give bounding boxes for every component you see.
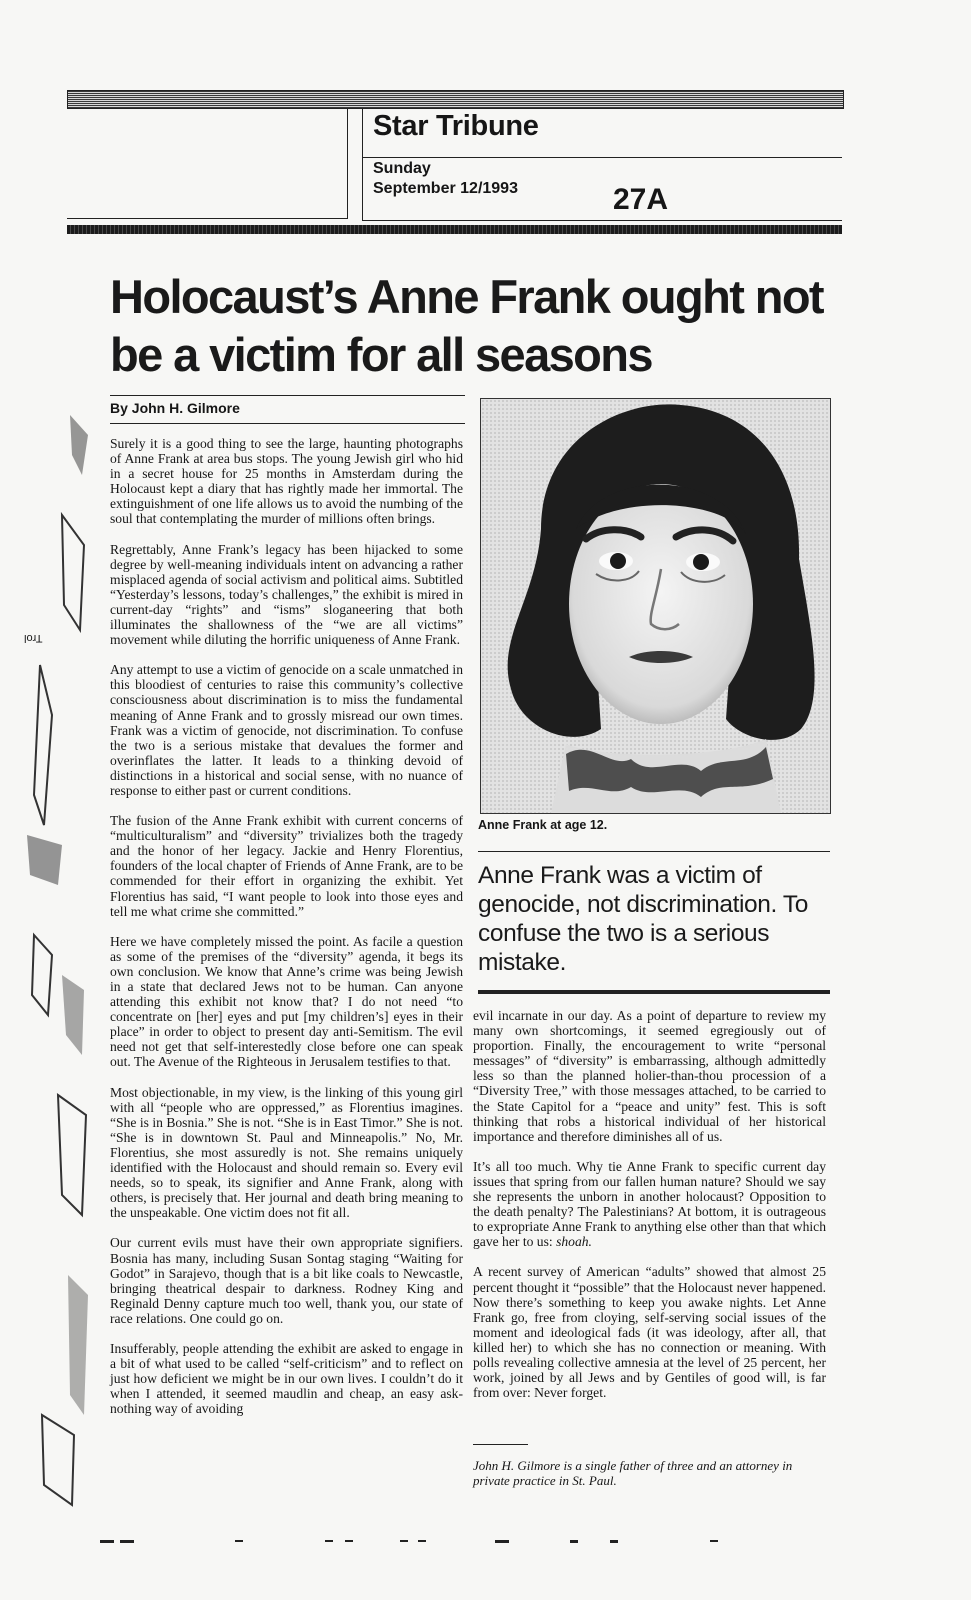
- pull-quote: Anne Frank was a victim of genocide, not discrimination. To confuse the two is a serious mistake.: [478, 862, 808, 976]
- newspaper-name: Star Tribune: [373, 110, 539, 142]
- issue-date: September 12/1993: [373, 180, 518, 197]
- scan-edge-marks: [100, 1538, 740, 1546]
- author-bio: John H. Gilmore is a single father of three and an attorney in private practice in St. Paul.: [473, 1458, 793, 1488]
- masthead-divider: [362, 220, 842, 221]
- masthead-divider: [362, 157, 842, 158]
- byline-rule: [110, 395, 465, 396]
- byline-rule: [110, 423, 465, 424]
- article-paragraph: Here we have completely missed the point. As facile a question as some of the premises of the “diversity” agenda, it begs its own conclusion. We know that Anne’s crime was being Jewish in a state that declared Jews not to be human. Can anyone attending this exhibit not know that? I do not need “to concentrate on [her] eyes and put [my children’s] eyes in their place” in order to object to present day anti-Semitism. The evil need not get that self-interestedly close before one can speak out. The Avenue of the Righteous in Jerusalem testifies to that.: [110, 933, 463, 1070]
- paragraph-text: It’s all too much. Why tie Anne Frank to specific current day issues that spring from our fallen human nature? Should we say she represents the unborn in another holocaust? Opposition to the death penalty? The Palestinians? At bottom, it is outrageous to expropriate Anne Frank to anything else other than that which gave her to us:: [473, 1158, 826, 1250]
- article-paragraph: evil incarnate in our day. As a point of departure to review my many own shortcomings, it seemed egregiously out of proportion. Finally, the encouragement to write “personal messages” of “diversity” is embarrassing, although admittedly less so than the planned holier-than-thou procession of a “Diversity Tree,” with those messages attached, to be carried to the State Capitol for a “peace and unity” fest. This is soft thinking that robs a historical individual of her historical importance and therefore diminishes all of us.: [473, 1008, 826, 1144]
- adjacent-clipping-scraps: [22, 415, 92, 1535]
- photo-caption: Anne Frank at age 12.: [478, 818, 608, 832]
- issue-day: Sunday: [373, 160, 431, 177]
- article-paragraph: Any attempt to use a victim of genocide on a scale unmatched in this bloodiest of centuries to raise this community’s collective consciousness about discrimination is to miss the fundamental meaning of Anne Frank and to grossly misread our own times. Frank was a victim of genocide, not discrimination. To confuse the two is a serious mistake that devalues the former and overinflates the latter. It leads to a thinking devoid of distinctions in a historical and social sense, with no nuance of response to either past or current conditions.: [110, 662, 463, 798]
- masthead-left-box: [67, 108, 348, 219]
- pull-quote-rule: [478, 851, 830, 852]
- anne-frank-photo: [480, 398, 831, 814]
- article-paragraph: Surely it is a good thing to see the large, haunting photographs of Anne Frank at area bus stops. The young Jewish girl who hid in a secret house for 25 months in Amsterdam during the Holocaust kept a diary that has rightly made her immortal. The extinguishment of one life allows us to avoid the numbing of the soul that contemplating the murder of millions often brings.: [110, 436, 463, 527]
- article-paragraph: Our current evils must have their own appropriate signifiers. Bosnia has many, including Susan Sontag staging “Waiting for Godot” in Sarajevo, though that is a bit like coals to Newcastle, bringing theatrical despair to darkness. Rodney King and Reginald Denny capture much too well, thank you, our state of race relations. One could go on.: [110, 1235, 463, 1326]
- article-column-left: [110, 436, 463, 1431]
- masthead-divider: [362, 108, 363, 220]
- masthead-bottom-rule: [67, 225, 842, 234]
- article-headline: Holocaust’s Anne Frank ought not be a victim for all seasons: [110, 270, 823, 381]
- portrait-illustration: [481, 399, 830, 813]
- article-paragraph: A recent survey of American “adults” showed that almost 25 percent thought it “possible” that the Holocaust never happened. Now there’s something to keep you awake nights. Let Anne Frank go, free from cloying, self-serving social issues of the moment and ideological fads (it was ideology, after all, that killed her) to which she has no connection or meaning. With polls revealing collective amnesia at the level of 25 percent, her work, joined by all Jews and by Gentiles of good will, is far from over: Never forget.: [473, 1264, 826, 1401]
- article-paragraph: Regrettably, Anne Frank’s legacy has been hijacked to some degree by well-meaning individuals intent on advancing a rather misplaced agenda of social activism and political aims. Subtitled “Yesterday’s lessons, today’s challenges,” the exhibit is mired in current-day “rights” and “isms” sloganeering that both illuminates the shallowness of the “we are all victims” movement while diluting the horrific uniqueness of Anne Frank.: [110, 541, 463, 648]
- page-number: 27A: [613, 183, 669, 216]
- article-column-right: [473, 1008, 826, 1415]
- adjacent-clipping-text: Trol: [24, 632, 43, 644]
- article-paragraph: [473, 1159, 826, 1250]
- emphasized-word: shoah.: [556, 1234, 592, 1250]
- masthead-top-rule: [67, 90, 844, 109]
- article-paragraph: The fusion of the Anne Frank exhibit with current concerns of “multiculturalism” and “diversity” trivializes both the tragedy and the honor of her legacy. Jackie and Henry Florentius, founders of the local chapter of Friends of Anne Frank, are to be commended for their effort in organizing the exhibit. Yet Florentius has said, “I want people to look into those eyes and tell me what crime she committed.”: [110, 813, 463, 919]
- article-byline: By John H. Gilmore: [110, 400, 240, 416]
- article-paragraph: Insufferably, people attending the exhibit are asked to engage in a bit of what used to be called “self-criticism” and to reflect on just how deficient we might be in our own lives. I couldn’t do it when I attended, it seemed maudlin and cheap, an easy ask-nothing way of avoiding: [110, 1340, 463, 1417]
- pull-quote-rule: [478, 990, 830, 994]
- article-paragraph: Most objectionable, in my view, is the linking of this young girl with all “people who are oppressed,” as Florentius imagines. “She is in Bosnia.” She is not. “She is in East Timor.” She is not. “She is in downtown St. Paul and Minneapolis.” No, Mr. Florentius, she most assuredly is not. She remains uniquely identified with the Holocaust and should remain so. Every evil needs, so to speak, its signifier and Anne Frank, along with others, is precisely that. Her journal and death bring meaning to the unspeakable. One victim does not fit all.: [110, 1084, 463, 1221]
- author-note-rule: [473, 1444, 528, 1445]
